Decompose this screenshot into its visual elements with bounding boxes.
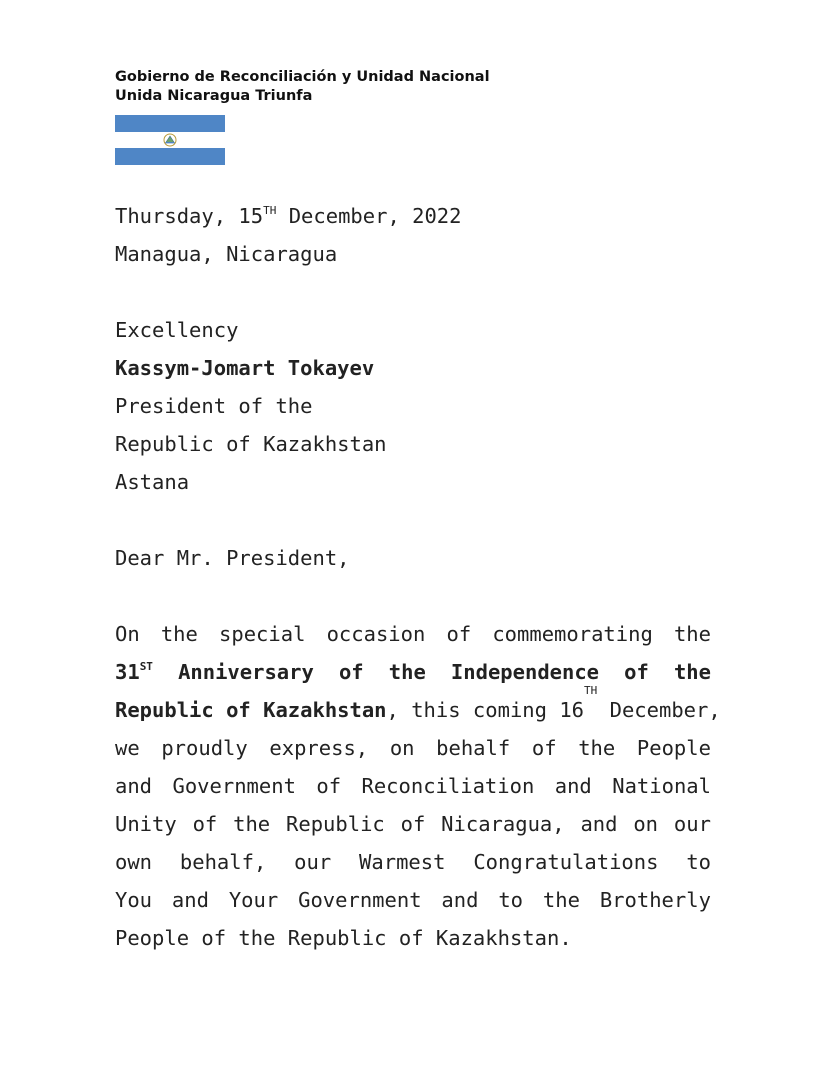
body-line-3-sup: TH bbox=[584, 684, 598, 697]
body-word: Anniversary bbox=[178, 660, 314, 684]
greeting-block bbox=[115, 539, 715, 577]
anniversary-number: 31ST bbox=[115, 660, 153, 684]
body-word: Brotherly bbox=[599, 888, 711, 912]
body-word: Congratulations bbox=[473, 850, 659, 874]
greeting: Dear Mr. President, bbox=[115, 546, 350, 570]
body-line-9: People of the Republic of Kazakhstan. bbox=[115, 926, 572, 950]
coat-of-arms-icon bbox=[162, 133, 178, 147]
letter-body bbox=[115, 615, 721, 957]
body-word: and bbox=[580, 812, 618, 836]
body-word: to bbox=[498, 888, 524, 912]
body-word: Your bbox=[228, 888, 279, 912]
body-word: National bbox=[612, 774, 711, 798]
body-word: the bbox=[160, 622, 198, 646]
body-word: special bbox=[219, 622, 306, 646]
body-word: our bbox=[673, 812, 711, 836]
body-word: Reconciliation bbox=[361, 774, 535, 798]
body-word: You bbox=[115, 888, 153, 912]
body-line-7 bbox=[115, 843, 711, 881]
body-word: and bbox=[171, 888, 209, 912]
body-word: Government bbox=[298, 888, 422, 912]
recipient-position: President of the bbox=[115, 394, 313, 418]
body-word: of bbox=[316, 774, 342, 798]
body-word: of bbox=[624, 660, 649, 684]
recipient-city: Astana bbox=[115, 470, 190, 494]
recipient-block bbox=[115, 311, 715, 501]
body-word: of bbox=[338, 660, 364, 684]
body-line-3-text: , this coming 16 bbox=[386, 698, 585, 722]
body-line-8 bbox=[115, 881, 711, 919]
body-word: Republic bbox=[286, 812, 385, 836]
recipient-name: Kassym-Jomart Tokayev bbox=[115, 356, 375, 380]
letter-date: Thursday, 15TH December, 2022 bbox=[115, 204, 462, 228]
body-word: and bbox=[554, 774, 592, 798]
letter-place: Managua, Nicaragua bbox=[115, 242, 338, 266]
body-word: Unity bbox=[115, 812, 177, 836]
letterhead-government: Gobierno de Reconciliación y Unidad Nacional bbox=[115, 69, 490, 85]
body-word: of bbox=[400, 812, 426, 836]
body-line-6 bbox=[115, 805, 711, 843]
body-word: proudly bbox=[161, 736, 248, 760]
flag-bottom-band bbox=[115, 148, 225, 165]
body-word: behalf, bbox=[179, 850, 267, 874]
body-word: the bbox=[388, 660, 426, 684]
letterhead-slogan: Unida Nicaragua Triunfa bbox=[115, 88, 313, 104]
body-line-2 bbox=[115, 653, 711, 691]
body-word: behalf bbox=[436, 736, 511, 760]
body-word: of bbox=[531, 736, 557, 760]
body-word: to bbox=[686, 850, 711, 874]
recipient-country: Republic of Kazakhstan bbox=[115, 432, 387, 456]
body-word: Independence bbox=[450, 660, 600, 684]
body-word: the bbox=[673, 622, 711, 646]
body-line-5 bbox=[115, 767, 711, 805]
body-line-3-end: December, bbox=[597, 698, 721, 722]
body-word: occasion bbox=[326, 622, 426, 646]
body-word: Nicaragua, bbox=[441, 812, 565, 836]
body-word: Government bbox=[172, 774, 296, 798]
body-word: we bbox=[115, 736, 140, 760]
nicaragua-flag bbox=[115, 115, 225, 165]
body-word: of bbox=[192, 812, 218, 836]
body-word: People bbox=[636, 736, 711, 760]
body-word: On bbox=[115, 622, 140, 646]
body-word: on bbox=[633, 812, 659, 836]
body-line-4 bbox=[115, 729, 711, 767]
body-word: the bbox=[673, 660, 711, 684]
body-word: and bbox=[115, 774, 153, 798]
recipient-title: Excellency bbox=[115, 318, 239, 342]
body-word: on bbox=[389, 736, 415, 760]
body-word: commemorating bbox=[492, 622, 653, 646]
body-word: the bbox=[542, 888, 580, 912]
body-word: the bbox=[578, 736, 616, 760]
body-word: Warmest bbox=[359, 850, 446, 874]
body-word: our bbox=[294, 850, 332, 874]
body-word: express, bbox=[269, 736, 369, 760]
body-word: the bbox=[233, 812, 271, 836]
flag-middle-band bbox=[115, 132, 225, 149]
letterhead bbox=[115, 68, 490, 106]
body-word: own bbox=[115, 850, 153, 874]
body-line-3 bbox=[115, 684, 721, 729]
body-line-1 bbox=[115, 615, 711, 653]
flag-top-band bbox=[115, 115, 225, 132]
body-word: of bbox=[446, 622, 472, 646]
date-block bbox=[115, 197, 715, 273]
republic-name: Republic of Kazakhstan bbox=[115, 698, 387, 722]
body-word: and bbox=[441, 888, 479, 912]
